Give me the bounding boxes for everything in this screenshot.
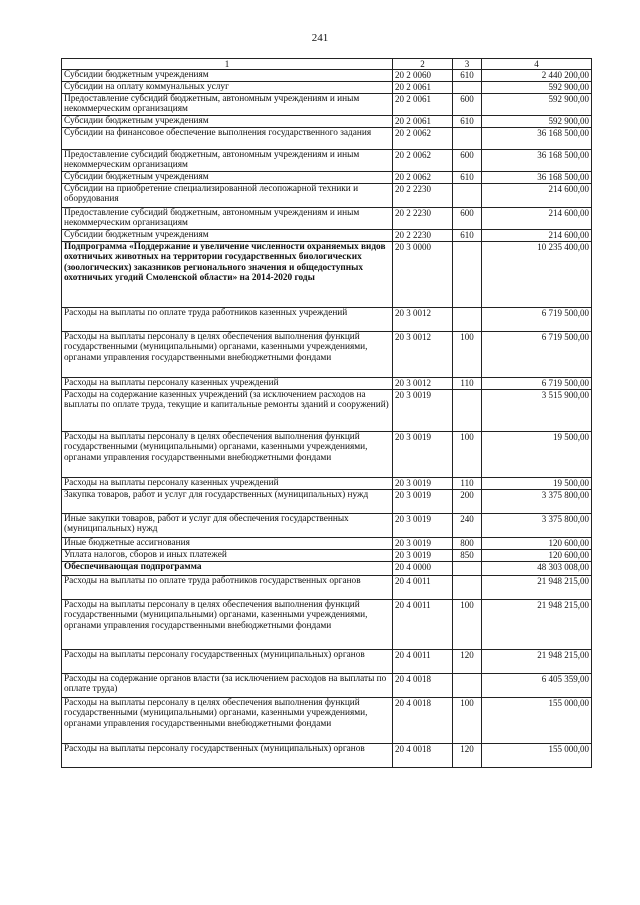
row-amount: 48 303 008,00 [482,562,592,576]
row-name: Подпрограмма «Поддержание и увеличение численности охраняемых видов охотничьих животных на территории государственных биологических (зоологических) заказников регионального значения и общедоступных охотничьих угодий Смоленской области» на 2014-2020 годы [62,242,393,308]
table-row [62,116,592,128]
row-name: Иные бюджетные ассигнования [62,538,393,550]
table-row [62,94,592,116]
row-expense-type: 100 [453,600,482,650]
row-amount: 592 900,00 [482,116,592,128]
row-name: Расходы на выплаты персоналу казенных учреждений [62,478,393,490]
row-name: Расходы на содержание органов власти (за исключением расходов на выплаты по оплате труда) [62,674,393,698]
header-col-1: 1 [62,59,393,70]
row-code: 20 3 0012 [393,332,453,378]
row-code: 20 2 2230 [393,208,453,230]
row-amount: 3 515 900,00 [482,390,592,432]
row-name: Иные закупки товаров, работ и услуг для обеспечения государственных (муниципальных) нужд [62,514,393,538]
table-header-row [62,59,592,70]
table-row [62,576,592,600]
row-code: 20 3 0012 [393,308,453,332]
row-code: 20 2 0061 [393,116,453,128]
row-expense-type: 610 [453,116,482,128]
row-amount: 36 168 500,00 [482,172,592,184]
table-row [62,562,592,576]
table-row [62,650,592,674]
row-expense-type: 610 [453,70,482,82]
table-row [62,514,592,538]
row-expense-type: 120 [453,650,482,674]
row-amount: 21 948 215,00 [482,576,592,600]
row-name: Обеспечивающая подпрограмма [62,562,393,576]
row-code: 20 2 0062 [393,150,453,172]
row-name: Расходы на выплаты персоналу в целях обеспечения выполнения функций государственными (муниципальными) органами, казенными учреждениями, органами управления государственными внебюджетными фондами [62,600,393,650]
row-code: 20 4 0011 [393,600,453,650]
row-amount: 592 900,00 [482,82,592,94]
row-name: Расходы на выплаты персоналу в целях обеспечения выполнения функций государственными (муниципальными) органами, казенными учреждениями, органами управления государственными внебюджетными фондами [62,432,393,478]
row-amount: 155 000,00 [482,744,592,768]
row-expense-type [453,184,482,208]
table-row [62,478,592,490]
row-code: 20 2 0062 [393,172,453,184]
table-row [62,432,592,478]
row-expense-type: 800 [453,538,482,550]
row-amount: 155 000,00 [482,698,592,744]
row-name: Расходы на выплаты персоналу государственных (муниципальных) органов [62,744,393,768]
row-amount: 3 375 800,00 [482,490,592,514]
row-expense-type [453,562,482,576]
table-row [62,550,592,562]
row-code: 20 2 0060 [393,70,453,82]
row-name: Расходы на выплаты по оплате труда работников казенных учреждений [62,308,393,332]
row-code: 20 3 0000 [393,242,453,308]
table-row [62,600,592,650]
row-name: Субсидии на приобретение специализированной лесопожарной техники и оборудования [62,184,393,208]
row-name: Расходы на выплаты по оплате труда работников государственных органов [62,576,393,600]
row-amount: 19 500,00 [482,432,592,478]
row-expense-type: 600 [453,208,482,230]
budget-table [61,58,592,768]
row-name: Расходы на содержание казенных учреждений (за исключением расходов на выплаты по оплате труда, текущие и капитальные ремонты зданий и сооружений) [62,390,393,432]
row-code: 20 4 0011 [393,576,453,600]
table-row [62,378,592,390]
row-code: 20 2 0061 [393,82,453,94]
row-name: Субсидии бюджетным учреждениям [62,230,393,242]
row-amount: 214 600,00 [482,230,592,242]
row-expense-type: 610 [453,230,482,242]
row-expense-type [453,390,482,432]
table-row [62,698,592,744]
row-name: Предоставление субсидий бюджетным, автономным учреждениям и иным некоммерческим организациям [62,150,393,172]
row-amount: 214 600,00 [482,184,592,208]
row-expense-type [453,128,482,150]
row-amount: 214 600,00 [482,208,592,230]
row-name: Предоставление субсидий бюджетным, автономным учреждениям и иным некоммерческим организациям [62,208,393,230]
table-row [62,538,592,550]
row-name: Субсидии на финансовое обеспечение выполнения государственного задания [62,128,393,150]
row-expense-type: 600 [453,94,482,116]
row-expense-type: 240 [453,514,482,538]
row-name: Расходы на выплаты персоналу в целях обеспечения выполнения функций государственными (муниципальными) органами, казенными учреждениями, органами управления государственными внебюджетными фондами [62,698,393,744]
row-code: 20 2 2230 [393,230,453,242]
table-row [62,332,592,378]
row-code: 20 3 0019 [393,514,453,538]
row-code: 20 3 0019 [393,490,453,514]
row-name: Субсидии на оплату коммунальных услуг [62,82,393,94]
row-name: Расходы на выплаты персоналу в целях обеспечения выполнения функций государственными (муниципальными) органами, казенными учреждениями, органами управления государственными внебюджетными фондами [62,332,393,378]
table-row [62,674,592,698]
row-code: 20 3 0019 [393,390,453,432]
row-expense-type [453,576,482,600]
row-expense-type: 100 [453,432,482,478]
row-amount: 6 719 500,00 [482,308,592,332]
row-expense-type [453,674,482,698]
header-col-2: 2 [393,59,453,70]
row-code: 20 4 0011 [393,650,453,674]
row-expense-type: 100 [453,698,482,744]
table-row [62,390,592,432]
row-name: Расходы на выплаты персоналу государственных (муниципальных) органов [62,650,393,674]
row-amount: 592 900,00 [482,94,592,116]
row-code: 20 2 2230 [393,184,453,208]
row-expense-type: 110 [453,478,482,490]
table-row [62,128,592,150]
row-code: 20 4 0018 [393,674,453,698]
header-col-3: 3 [453,59,482,70]
row-code: 20 4 0000 [393,562,453,576]
table-row [62,82,592,94]
row-amount: 6 719 500,00 [482,332,592,378]
row-expense-type: 120 [453,744,482,768]
row-expense-type: 600 [453,150,482,172]
row-name: Расходы на выплаты персоналу казенных учреждений [62,378,393,390]
row-amount: 21 948 215,00 [482,600,592,650]
row-amount: 6 405 359,00 [482,674,592,698]
row-code: 20 2 0061 [393,94,453,116]
table-row [62,490,592,514]
row-amount: 120 600,00 [482,550,592,562]
table-row [62,308,592,332]
page-number: 241 [311,32,329,44]
table-row [62,744,592,768]
row-amount: 36 168 500,00 [482,128,592,150]
row-amount: 120 600,00 [482,538,592,550]
row-amount: 19 500,00 [482,478,592,490]
table-row [62,230,592,242]
table-row [62,242,592,308]
row-expense-type: 100 [453,332,482,378]
row-amount: 21 948 215,00 [482,650,592,674]
row-expense-type [453,242,482,308]
row-code: 20 3 0019 [393,478,453,490]
row-code: 20 3 0019 [393,538,453,550]
row-amount: 6 719 500,00 [482,378,592,390]
table-row [62,208,592,230]
row-name: Закупка товаров, работ и услуг для государственных (муниципальных) нужд [62,490,393,514]
table-row [62,150,592,172]
row-name: Субсидии бюджетным учреждениям [62,116,393,128]
row-code: 20 3 0012 [393,378,453,390]
header-col-4: 4 [482,59,592,70]
table-row [62,70,592,82]
row-code: 20 4 0018 [393,744,453,768]
row-code: 20 3 0019 [393,432,453,478]
row-expense-type [453,82,482,94]
row-code: 20 4 0018 [393,698,453,744]
row-expense-type: 110 [453,378,482,390]
row-name: Субсидии бюджетным учреждениям [62,172,393,184]
table-row [62,184,592,208]
row-name: Уплата налогов, сборов и иных платежей [62,550,393,562]
row-amount: 10 235 400,00 [482,242,592,308]
row-code: 20 3 0019 [393,550,453,562]
row-name: Предоставление субсидий бюджетным, автономным учреждениям и иным некоммерческим организациям [62,94,393,116]
table-row [62,172,592,184]
row-expense-type: 850 [453,550,482,562]
row-amount: 36 168 500,00 [482,150,592,172]
row-expense-type: 200 [453,490,482,514]
row-expense-type [453,308,482,332]
row-code: 20 2 0062 [393,128,453,150]
row-name: Субсидии бюджетным учреждениям [62,70,393,82]
row-amount: 2 440 200,00 [482,70,592,82]
row-amount: 3 375 800,00 [482,514,592,538]
row-expense-type: 610 [453,172,482,184]
